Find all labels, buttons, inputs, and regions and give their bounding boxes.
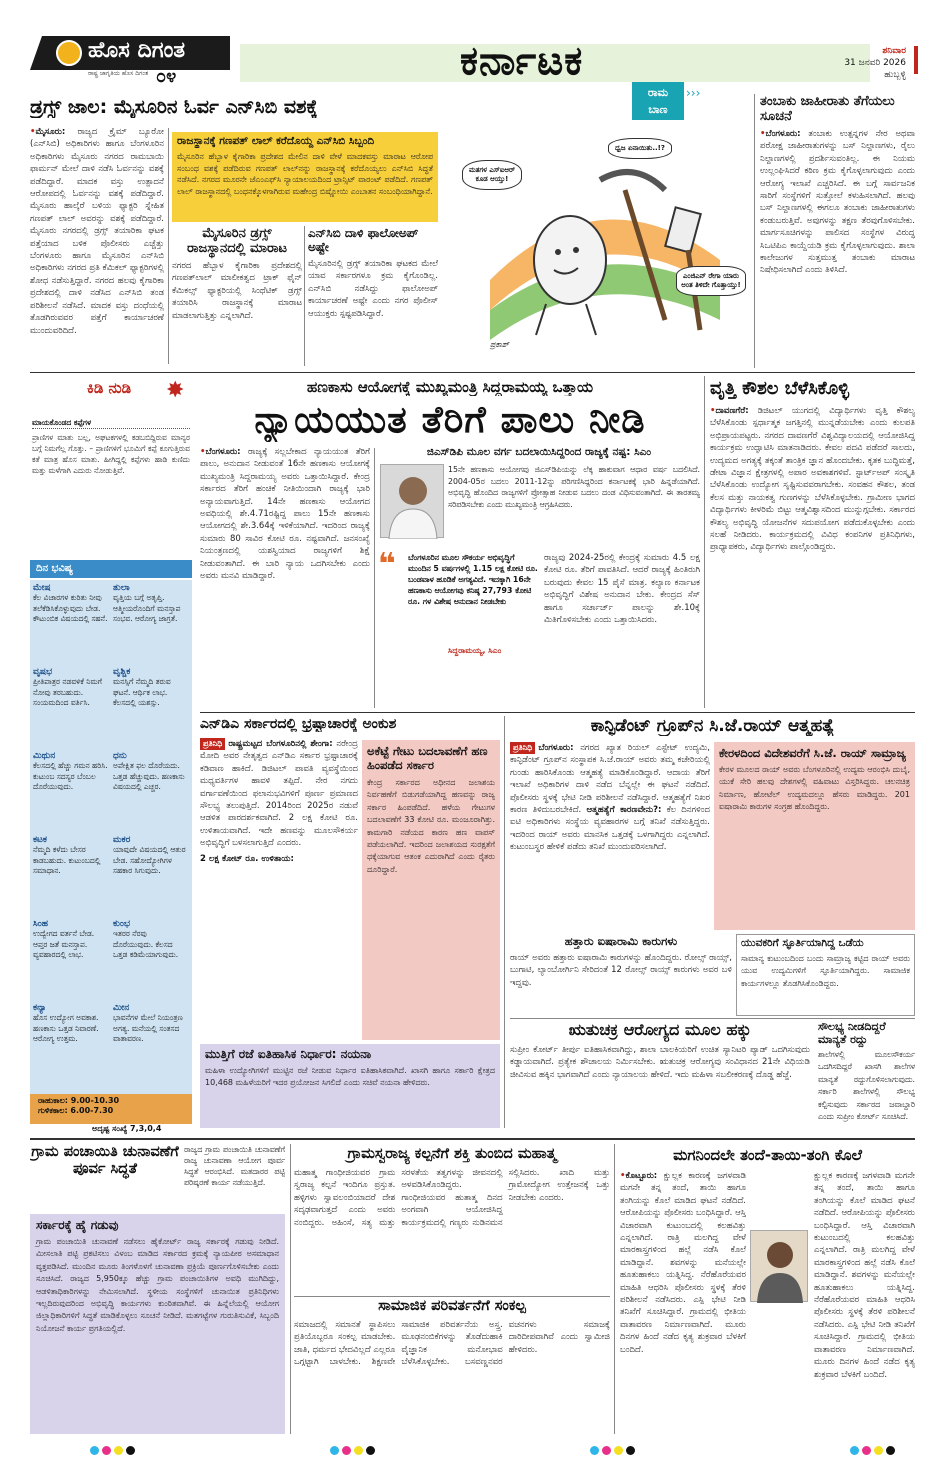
lucky-number: ಅದೃಷ್ಟ ಸಂಖ್ಯೆ 7,3,0,4	[92, 1124, 162, 1133]
horoscope-sign-text: ಯಾವುದೇ ವಿಷಯದಲ್ಲಿ ಆತುರ ಬೇಡ. ಸಹೋದ್ಯೋಗಿಗಳ ಸಹಕಾರ ಸಿಗುವುದು.	[113, 845, 186, 875]
story-drugs-sub1-body: ನಗರದ ಹೆಬ್ಬಾಳ ಕೈಗಾರಿಕಾ ಪ್ರದೇಶದಲ್ಲಿ ಗಣಪತ್‌ಲಾಲ್ ಮಾಲೀಕತ್ವದ ಟ್ರಾಕ್ ಫೈನ್ ಕೆಮಿಕಲ್ಸ್ ಫ್ಯಾಕ್ಟರಿಯಲ್ಲಿ ಸಿಂಥೆಟಿಕ್ ಡ್ರಗ್ಸ್ ತಯಾರಿಸಿ ರಾಜಸ್ಥಾನಕ್ಕೆ ಮಾರಾಟ ಮಾಡಲಾಗುತ್ತಿತ್ತು ಎನ್ನಲಾಗಿದೆ.	[172, 261, 302, 321]
lead-body-text: ರಾಜ್ಯಕ್ಕೆ ಸಲ್ಲಬೇಕಾದ ನ್ಯಾಯಯುತ ತೆರಿಗೆ ಪಾಲು, ಅನುದಾನ ನೀಡುವಂತೆ 16ನೇ ಹಣಕಾಸು ಆಯೋಗಕ್ಕೆ ಮುಖ್ಯಮಂತ್ರಿ ಸಿದ್ದರಾಮಯ್ಯ ಅವರು ಒತ್ತಾಯಿಸಿದ್ದಾರೆ. ಕೇಂದ್ರ ಸರ್ಕಾರದ ತೆರಿಗೆ ಹಂಚಿಕೆ ನೀತಿಯಿಂದಾಗಿ ರಾಜ್ಯಕ್ಕೆ ಭಾರಿ ಅನ್ಯಾಯವಾಗುತ್ತಿದೆ. 14ನೇ ಹಣಕಾಸು ಆಯೋಗದ ಅವಧಿಯಲ್ಲಿ ಶೇ.4.71ರಷ್ಟಿದ್ದ ಪಾಲು 15ನೇ ಹಣಕಾಸು ಆಯೋಗದಲ್ಲಿ ಶೇ.3.64ಕ್ಕೆ ಇಳಿಕೆಯಾಗಿದೆ. ಇದರಿಂದ ರಾಜ್ಯಕ್ಕೆ ಸುಮಾರು 80 ಸಾವಿರ ಕೋಟಿ ರೂ. ನಷ್ಟವಾಗಿದೆ. ಜನಸಂಖ್ಯೆ ನಿಯಂತ್ರಣದಲ್ಲಿ ಯಶಸ್ವಿಯಾದ ರಾಜ್ಯಗಳಿಗೆ ಶಿಕ್ಷೆ ನೀಡುವಂತಾಗಿದೆ. ಈ ಬಾರಿ ನ್ಯಾಯ ಒದಗಿಸಬೇಕು ಎಂದು ಅವರು ಮನವಿ ಮಾಡಿದ್ದಾರೆ.	[200, 447, 370, 582]
story-drugs-dateline: ಮೈಸೂರು:	[35, 127, 66, 137]
cartoon-drawing	[450, 120, 750, 360]
horoscope-sign	[33, 1003, 109, 1087]
horoscope-sign-name: ಧನು	[113, 751, 127, 761]
story-murder-headline: ಮಗನಿಂದಲೇ ತಂದೆ-ತಾಯಿ-ತಂಗಿ ಕೊಲೆ	[673, 1146, 862, 1164]
story-health-headline: ಋತುಚಕ್ರ ಆರೋಗ್ಯದ ಮೂಲ ಹಕ್ಕು	[568, 1020, 752, 1039]
story-cj-text: ನಗರದ ಖ್ಯಾತ ರಿಯಲ್ ಎಸ್ಟೇಟ್ ಉದ್ಯಮಿ, ಕಾನ್ಫಿಡೆಂಟ್ ಗ್ರೂಪ್‌ನ ಸಂಸ್ಥಾಪಕ ಸಿ.ಜೆ.ರಾಯ್ ಅವರು ತಮ್ಮ ಕಚೇರಿಯಲ್ಲಿ ಗುಂಡು ಹಾರಿಸಿಕೊಂಡು ಆತ್ಮಹತ್ಯೆ ಮಾಡಿಕೊಂಡಿದ್ದಾರೆ. ಆದಾಯ ತೆರಿಗೆ ಇಲಾಖೆ ಅಧಿಕಾರಿಗಳ ದಾಳಿ ನಡೆದ ಬೆನ್ನಲ್ಲೇ ಈ ಘಟನೆ ನಡೆದಿದೆ. ಪೊಲೀಸರು ಸ್ಥಳಕ್ಕೆ ಭೇಟಿ ನೀಡಿ ಪರಿಶೀಲನೆ ನಡೆಸಿದ್ದಾರೆ. ಆತ್ಮಹತ್ಯೆಗೆ ನಿಖರ ಕಾರಣ ತಿಳಿದುಬರಬೇಕಿದೆ.	[510, 743, 710, 816]
horoscope-sign	[33, 583, 109, 667]
story-skill-dateline: ದಾವಣಗೆರೆ:	[715, 406, 749, 416]
horoscope-title: ದಿನ ಭವಿಷ್ಯ	[36, 563, 73, 574]
horoscope-sign-name: ಮೇಷ	[33, 583, 51, 593]
story-cj-text-2: ಕೆಲ ದಿನಗಳಿಂದ ಐಟಿ ಅಧಿಕಾರಿಗಳು ಸಂಸ್ಥೆಯ ವ್ಯವಹಾರಗಳ ಬಗ್ಗೆ ತನಿಖೆ ನಡೆಸುತ್ತಿದ್ದರು. ಇದರಿಂದ ರಾಯ್ ಅವರು ಮಾನಸಿಕ ಒತ್ತಡಕ್ಕೆ ಒಳಗಾಗಿದ್ದರು ಎನ್ನಲಾಗಿದೆ. ಕುಟುಂಬಸ್ಥರ ಹೇಳಿಕೆ ಪಡೆದು ತನಿಖೆ ಮುಂದುವರಿಸಲಾಗಿದೆ.	[510, 805, 710, 853]
cartoon-label: ರಾಮ ಬಾಣ	[632, 82, 684, 120]
story-cars-body: ರಾಯ್ ಅವರು ಹತ್ತಾರು ಐಷಾರಾಮಿ ಕಾರುಗಳನ್ನು ಹೊಂದಿದ್ದರು. ರೋಲ್ಸ್ ರಾಯ್ಸ್, ಬುಗಾಟಿ, ಲ್ಯಾಂಬೋರ್ಗಿನಿ ಸೇರಿದಂತೆ 12 ರೋಲ್ಸ್ ರಾಯ್ಸ್ ಕಾರುಗಳು ಅವರ ಬಳಿ ಇದ್ದವು.	[510, 953, 732, 988]
horoscope-sign-name: ವೃಶ್ಚಿಕ	[113, 667, 131, 677]
story-health-body: ಸುಪ್ರೀಂ ಕೋರ್ಟ್ ತೀರ್ಪು ಐತಿಹಾಸಿಕವಾಗಿದ್ದು, ಶಾಲಾ ಬಾಲಕಿಯರಿಗೆ ಉಚಿತ ಸ್ಯಾನಿಟರಿ ಪ್ಯಾಡ್ ಒದಗಿಸುವುದು ಕಡ್ಡಾಯವಾಗಿದೆ. ಪ್ರತ್ಯೇಕ ಶೌಚಾಲಯ ನಿರ್ಮಿಸಬೇಕು. ಋತುಚಕ್ರ ಆರೋಗ್ಯವು ಸಂವಿಧಾನದ 21ನೇ ವಿಧಿಯಡಿ ಜೀವಿಸುವ ಹಕ್ಕಿನ ಭಾಗವಾಗಿದೆ ಎಂದು ನ್ಯಾಯಾಲಯ ಹೇಳಿದೆ. ಇದು ಮಹಿಳಾ ಸಬಲೀಕರಣಕ್ಕೆ ದೊಡ್ಡ ಹೆಜ್ಜೆ.	[510, 1045, 810, 1080]
lead-body: •ಬೆಂಗಳೂರು: ರಾಜ್ಯಕ್ಕೆ ಸಲ್ಲಬೇಕಾದ ನ್ಯಾಯಯುತ ತೆರಿಗೆ ಪಾಲು, ಅನುದಾನ ನೀಡುವಂತೆ 16ನೇ ಹಣಕಾಸು ಆಯೋಗಕ್ಕೆ ಮುಖ್ಯಮಂತ್ರಿ ಸಿದ್ದರಾಮಯ್ಯ ಅವರು ಒತ್ತಾಯಿಸಿದ್ದಾರೆ. ಕೇಂದ್ರ ಸರ್ಕಾರದ ತೆರಿಗೆ ಹಂಚಿಕೆ ನೀತಿಯಿಂದಾಗಿ ರಾಜ್ಯಕ್ಕೆ ಭಾರಿ ಅನ್ಯಾಯವಾಗುತ್ತಿದೆ. 14ನೇ ಹಣಕಾಸು ಆಯೋಗದ ಅವಧಿಯಲ್ಲಿ ಶೇ.4.71ರಷ್ಟಿದ್ದ ಪಾಲು 15ನೇ ಹಣಕಾಸು ಆಯೋಗದಲ್ಲಿ ಶೇ.3.64ಕ್ಕೆ ಇಳಿಕೆಯಾಗಿದೆ. ಇದರಿಂದ ರಾಜ್ಯಕ್ಕೆ ಸುಮಾರು 80 ಸಾವಿರ ಕೋಟಿ ರೂ. ನಷ್ಟವಾಗಿದೆ. ಜನಸಂಖ್ಯೆ ನಿಯಂತ್ರಣದಲ್ಲಿ ಯಶಸ್ವಿಯಾದ ರಾಜ್ಯಗಳಿಗೆ ಶಿಕ್ಷೆ ನೀಡುವಂತಾಗಿದೆ. ಈ ಬಾರಿ ನ್ಯಾಯ ಒದಗಿಸಬೇಕು ಎಂದು ಅವರು ಮನವಿ ಮಾಡಿದ್ದಾರೆ.	[200, 447, 370, 582]
story-cj-body: ಪ್ರತಿನಿಧಿ ಬೆಂಗಳೂರು: ನಗರದ ಖ್ಯಾತ ರಿಯಲ್ ಎಸ್ಟೇಟ್ ಉದ್ಯಮಿ, ಕಾನ್ಫಿಡೆಂಟ್ ಗ್ರೂಪ್‌ನ ಸಂಸ್ಥಾಪಕ ಸಿ.ಜೆ.ರಾಯ್ ಅವರು ತಮ್ಮ ಕಚೇರಿಯಲ್ಲಿ ಗುಂಡು ಹಾರಿಸಿಕೊಂಡು ಆತ್ಮಹತ್ಯೆ ಮಾಡಿಕೊಂಡಿದ್ದಾರೆ. ಆದಾಯ ತೆರಿಗೆ ಇಲಾಖೆ ಅಧಿಕಾರಿಗಳ ದಾಳಿ ನಡೆದ ಬೆನ್ನಲ್ಲೇ ಈ ಘಟನೆ ನಡೆದಿದೆ. ಪೊಲೀಸರು ಸ್ಥಳಕ್ಕೆ ಭೇಟಿ ನೀಡಿ ಪರಿಶೀಲನೆ ನಡೆಸಿದ್ದಾರೆ. ಆತ್ಮಹತ್ಯೆಗೆ ನಿಖರ ಕಾರಣ ತಿಳಿದುಬರಬೇಕಿದೆ. ಆತ್ಮಹತ್ಯೆಗೆ ಕಾರಣವೇನು?: ಕೆಲ ದಿನಗಳಿಂದ ಐಟಿ ಅಧಿಕಾರಿಗಳು ಸಂಸ್ಥೆಯ ವ್ಯವಹಾರಗಳ ಬಗ್ಗೆ ತನಿಖೆ ನಡೆಸುತ್ತಿದ್ದರು. ಇದರಿಂದ ರಾಯ್ ಅವರು ಮಾನಸಿಕ ಒತ್ತಡಕ್ಕೆ ಒಳಗಾಗಿದ್ದರು ಎನ್ನಲಾಗಿದೆ. ಕುಟುಂಬಸ್ಥರ ಹೇಳಿಕೆ ಪಡೆದು ತನಿಖೆ ಮುಂದುವರಿಸಲಾಗಿದೆ.	[510, 743, 710, 853]
spark-icon: ✸	[166, 378, 185, 403]
story-saulabhya-body: ಶಾಲೆಗಳಲ್ಲಿ ಮೂಲಸೌಕರ್ಯ ಒದಗಿಸದಿದ್ದರೆ ಖಾಸಗಿ ಶಾಲೆಗಳ ಮಾನ್ಯತೆ ರದ್ದುಗೊಳಿಸಲಾಗುವುದು. ಸರ್ಕಾರಿ ಶಾಲೆಗಳಲ್ಲಿ ಸೌಲಭ್ಯ ಕಲ್ಪಿಸುವುದು ಸರ್ಕಾರದ ಜವಾಬ್ದಾರಿ ಎಂದು ಸುಪ್ರೀಂ ಕೋರ್ಟ್ ಸೂಚಿಸಿದೆ.	[818, 1050, 915, 1122]
story-drugs-box-headline: ರಾಜಸ್ಥಾನಕ್ಕೆ ಗಣಪತ್ ಲಾಲ್ ಕರೆದೊಯ್ದ ಎನ್‌ಸಿಬಿ ಸಿಬ್ಬಂದಿ	[177, 135, 375, 147]
story-gp-intro: ರಾಜ್ಯದ ಗ್ರಾಮ ಪಂಚಾಯಿತಿ ಚುನಾವಣೆಗೆ ರಾಜ್ಯ ಚುನಾವಣಾ ಆಯೋಗ ಪೂರ್ವ ಸಿದ್ಧತೆ ಆರಂಭಿಸಿದೆ. ಮತದಾರರ ಪಟ್ಟಿ ಪರಿಷ್ಕರಣೆ ಕಾರ್ಯ ನಡೆಯುತ್ತಿದೆ.	[184, 1145, 285, 1187]
story-nda-text: ನರೇಂದ್ರ ಮೋದಿ ಅವರ ನೇತೃತ್ವದ ಎನ್‌ಡಿಎ ಸರ್ಕಾರ ಭ್ರಷ್ಟಾಚಾರಕ್ಕೆ ಕಡಿವಾಣ ಹಾಕಿದೆ. ಡಿಜಿಟಲ್ ಪಾವತಿ ವ್ಯವಸ್ಥೆಯಿಂದ ಮಧ್ಯವರ್ತಿಗಳ ಹಾವಳಿ ತಪ್ಪಿದೆ. ನೇರ ನಗದು ವರ್ಗಾವಣೆಯಿಂದ ಫಲಾನುಭವಿಗಳಿಗೆ ಪೂರ್ಣ ಪ್ರಮಾಣದ ಸೌಲಭ್ಯ ತಲುಪುತ್ತಿದೆ. 2014ರಿಂದ 2025ರ ನಡುವೆ ಆಡಳಿತ ಪಾರದರ್ಶಕವಾಗಿದೆ. 2 ಲಕ್ಷ ಕೋಟಿ ರೂ. ಉಳಿತಾಯವಾಗಿದೆ. ಇದೇ ಹಣವನ್ನು ಮೂಲಸೌಕರ್ಯ ಅಭಿವೃದ್ಧಿಗೆ ಬಳಸಲಾಗುತ್ತಿದೆ ಎಂದರು.	[200, 739, 358, 849]
horoscope-sign-text: ಕೆಲಸದಲ್ಲಿ ಹೆಚ್ಚು ಗಮನ ಹರಿಸಿ. ಕುಟುಂಬ ಸದಸ್ಯರ ಬೆಂಬಲ ದೊರೆಯುವುದು.	[33, 761, 108, 791]
horoscope-sign	[33, 667, 109, 751]
story-skill-body: ಡಿಜಿಟಲ್ ಯುಗದಲ್ಲಿ ವಿದ್ಯಾರ್ಥಿಗಳು ವೃತ್ತಿ ಕೌಶಲ್ಯ ಬೆಳೆಸಿಕೊಂಡು ಸ್ಪರ್ಧಾತ್ಮಕ ಜಗತ್ತಿನಲ್ಲಿ ಮುನ್ನಡೆಯಬೇಕು ಎಂದು ಕುಲಪತಿ ಅಭಿಪ್ರಾಯಪಟ್ಟರು. ನಗರದ ದಾವಣಗೆರೆ ವಿಶ್ವವಿದ್ಯಾಲಯದಲ್ಲಿ ಆಯೋಜಿಸಿದ್ದ ಕಾರ್ಯಕ್ರಮ ಉದ್ಘಾಟಿಸಿ ಮಾತನಾಡಿದರು. ಕೇವಲ ಪದವಿ ಪಡೆದರೆ ಸಾಲದು, ಉದ್ಯಮದ ಅಗತ್ಯಕ್ಕೆ ತಕ್ಕಂತೆ ತಾಂತ್ರಿಕ ಜ್ಞಾನ ಹೊಂದಬೇಕು. ಕೃತಕ ಬುದ್ಧಿಮತ್ತೆ, ಡೇಟಾ ವಿಜ್ಞಾನ ಕ್ಷೇತ್ರಗಳಲ್ಲಿ ಅಪಾರ ಅವಕಾಶಗಳಿವೆ. ಸ್ಟಾರ್ಟ್‌ಅಪ್ ಸಂಸ್ಕೃತಿ ಬೆಳೆಸಿಕೊಂಡು ಉದ್ಯೋಗ ಸೃಷ್ಟಿಸುವವರಾಗಬೇಕು. ಸಂವಹನ ಕೌಶಲ, ತಂಡ ಕೆಲಸ ಮತ್ತು ನಾಯಕತ್ವ ಗುಣಗಳನ್ನು ಬೆಳೆಸಿಕೊಳ್ಳಬೇಕು. ಗ್ರಾಮೀಣ ಭಾಗದ ವಿದ್ಯಾರ್ಥಿಗಳು ಕೀಳರಿಮೆ ಬಿಟ್ಟು ಆತ್ಮವಿಶ್ವಾಸದಿಂದ ಮುನ್ನುಗ್ಗಬೇಕು. ಸರ್ಕಾರದ ಕೌಶಲ್ಯ ಅಭಿವೃದ್ಧಿ ಯೋಜನೆಗಳ ಸದುಪಯೋಗ ಪಡೆದುಕೊಳ್ಳಬೇಕು ಎಂದು ಸಲಹೆ ನೀಡಿದರು. ಕಾರ್ಯಕ್ರಮದಲ್ಲಿ ವಿವಿಧ ಕಂಪನಿಗಳ ಪ್ರತಿನಿಧಿಗಳು, ಪ್ರಾಧ್ಯಾಪಕರು, ವಿದ್ಯಾರ್ಥಿಗಳು ಪಾಲ್ಗೊಂಡಿದ್ದರು.	[710, 406, 915, 553]
horoscope-grid	[30, 580, 192, 1102]
story-social-headline: ಸಾಮಾಜಿಕ ಪರಿವರ್ತನೆಗೆ ಸಂಕಲ್ಪ	[378, 1298, 526, 1314]
horoscope-sign	[33, 751, 109, 835]
story-nda-dateline: ರಾಷ್ಟ್ರಮಟ್ಟದ ಬೆಂಗಳೂರಿನಲ್ಲಿ ಶೇಂಗಾ:	[228, 739, 333, 749]
horoscope-sign-text: ಕೆಲ ವಿಚಾರಗಳ ಕುರಿತು ನೀವು ತಲೆಕೆಡಿಸಿಕೊಳ್ಳುವುದು ಬೇಡ. ಕೌಟುಂಬಿಕ ವಿಷಯದಲ್ಲಿ ಸಹನೆ.	[33, 593, 108, 623]
story-youth-body: ಸಾಮಾನ್ಯ ಕುಟುಂಬದಿಂದ ಬಂದು ಸಾಮ್ರಾಜ್ಯ ಕಟ್ಟಿದ ರಾಯ್ ಅವರು ಯುವ ಉದ್ಯಮಿಗಳಿಗೆ ಸ್ಫೂರ್ತಿಯಾಗಿದ್ದರು. ಸಾಮಾಜಿಕ ಕಾರ್ಯಗಳಲ್ಲೂ ತೊಡಗಿಸಿಕೊಂಡಿದ್ದರು.	[741, 954, 910, 988]
horoscope-sign-name: ಕುಂಭ	[113, 919, 131, 929]
story-gp-box	[30, 1214, 285, 1434]
story-cj-sub: ಆತ್ಮಹತ್ಯೆಗೆ ಕಾರಣವೇನು?:	[586, 805, 662, 816]
lead-box-body: 15ನೇ ಹಣಕಾಸು ಆಯೋಗವು ಜಿಎಸ್‌ಡಿಪಿಯನ್ನು ಲೆಕ್ಕ ಹಾಕುವಾಗ ಆಧಾರ ವರ್ಷ ಬದಲಿಸಿದೆ. 2004-05ರ ಬದಲು 2011-12ನ್ನು ಪರಿಗಣಿಸಿದ್ದರಿಂದ ಕರ್ನಾಟಕಕ್ಕೆ ಭಾರಿ ಹಿನ್ನಡೆಯಾಗಿದೆ. ಅಭಿವೃದ್ಧಿ ಹೊಂದಿದ ರಾಜ್ಯಗಳಿಗೆ ಪ್ರೋತ್ಸಾಹ ನೀಡುವ ಬದಲು ದಂಡ ವಿಧಿಸುವಂತಾಗಿದೆ. ಈ ತಾರತಮ್ಯ ಸರಿಪಡಿಸಬೇಕು ಎಂದು ಮುಖ್ಯಮಂತ್ರಿ ಆಗ್ರಹಿಸಿದರು.	[448, 465, 700, 509]
story-murder-body: ಕ್ಷುಲ್ಲಕ ಕಾರಣಕ್ಕೆ ಜಗಳವಾಡಿ ಮಗನೇ ತನ್ನ ತಂದೆ, ತಾಯಿ ಹಾಗೂ ತಂಗಿಯನ್ನು ಕೊಲೆ ಮಾಡಿದ ಘಟನೆ ನಡೆದಿದೆ. ಆರೋಪಿಯನ್ನು ಪೊಲೀಸರು ಬಂಧಿಸಿದ್ದಾರೆ. ಆಸ್ತಿ ವಿಚಾರವಾಗಿ ಕುಟುಂಬದಲ್ಲಿ ಕಲಹವಿತ್ತು ಎನ್ನಲಾಗಿದೆ. ರಾತ್ರಿ ಮಲಗಿದ್ದ ವೇಳೆ ಮಾರಕಾಸ್ತ್ರಗಳಿಂದ ಹಲ್ಲೆ ನಡೆಸಿ ಕೊಲೆ ಮಾಡಿದ್ದಾನೆ. ಶವಗಳನ್ನು ಮನೆಯಲ್ಲೇ ಹೂತುಹಾಕಲು ಯತ್ನಿಸಿದ್ದ. ನೆರೆಹೊರೆಯವರ ಮಾಹಿತಿ ಆಧರಿಸಿ ಪೊಲೀಸರು ಸ್ಥಳಕ್ಕೆ ತೆರಳಿ ಪರಿಶೀಲನೆ ನಡೆಸಿದರು. ಎಸ್ಪಿ ಭೇಟಿ ನೀಡಿ ತನಿಖೆಗೆ ಸೂಚಿಸಿದ್ದಾರೆ. ಗ್ರಾಮದಲ್ಲಿ ಭೀತಿಯ ವಾತಾವರಣ ನಿರ್ಮಾಣವಾಗಿದೆ. ಮೂರು ದಿನಗಳ ಹಿಂದೆ ನಡೆದ ಕೃತ್ಯ ಶುಕ್ರವಾರ ಬೆಳಕಿಗೆ ಬಂದಿದೆ.	[620, 1171, 746, 1355]
horoscope-sign-name: ಕಟಕ	[33, 835, 47, 845]
horoscope-sign-name: ವೃಷಭ	[33, 667, 53, 677]
lead-quote-box	[378, 550, 538, 660]
horoscope-sign-text: ಇತರರ ನೆರವು ದೊರೆಯುವುದು. ಕೆಲಸದ ಒತ್ತಡ ಕಡಿಮೆಯಾಗುವುದು.	[113, 929, 179, 959]
story-murder-body-right: ಕ್ಷುಲ್ಲಕ ಕಾರಣಕ್ಕೆ ಜಗಳವಾಡಿ ಮಗನೇ ತನ್ನ ತಂದೆ, ತಾಯಿ ಹಾಗೂ ತಂಗಿಯನ್ನು ಕೊಲೆ ಮಾಡಿದ ಘಟನೆ ನಡೆದಿದೆ. ಆರೋಪಿಯನ್ನು ಪೊಲೀಸರು ಬಂಧಿಸಿದ್ದಾರೆ. ಆಸ್ತಿ ವಿಚಾರವಾಗಿ ಕುಟುಂಬದಲ್ಲಿ ಕಲಹವಿತ್ತು ಎನ್ನಲಾಗಿದೆ. ರಾತ್ರಿ ಮಲಗಿದ್ದ ವೇಳೆ ಮಾರಕಾಸ್ತ್ರಗಳಿಂದ ಹಲ್ಲೆ ನಡೆಸಿ ಕೊಲೆ ಮಾಡಿದ್ದಾನೆ. ಶವಗಳನ್ನು ಮನೆಯಲ್ಲೇ ಹೂತುಹಾಕಲು ಯತ್ನಿಸಿದ್ದ. ನೆರೆಹೊರೆಯವರ ಮಾಹಿತಿ ಆಧರಿಸಿ ಪೊಲೀಸರು ಸ್ಥಳಕ್ಕೆ ತೆರಳಿ ಪರಿಶೀಲನೆ ನಡೆಸಿದರು. ಎಸ್ಪಿ ಭೇಟಿ ನೀಡಿ ತನಿಖೆಗೆ ಸೂಚಿಸಿದ್ದಾರೆ. ಗ್ರಾಮದಲ್ಲಿ ಭೀತಿಯ ವಾತಾವರಣ ನಿರ್ಮಾಣವಾಗಿದೆ. ಮೂರು ದಿನಗಳ ಹಿಂದೆ ನಡೆದ ಕೃತ್ಯ ಶುಕ್ರವಾರ ಬೆಳಕಿಗೆ ಬಂದಿದೆ.	[814, 1171, 915, 1380]
person-icon	[751, 1231, 809, 1303]
cartoon-signature: ಪ್ರಕಾಶ್	[490, 340, 509, 349]
story-drugs-sub2-body: ಮೈಸೂರಿನಲ್ಲಿ ಡ್ರಗ್ಸ್ ತಯಾರಿಕಾ ಘಟಕದ ಮೇಲೆ ಯಾವ ಸರ್ಕಾರಗಳೂ ಕ್ರಮ ಕೈಗೊಂಡಿಲ್ಲ. ಎನ್‌ಸಿಬಿ ನಡೆಸಿದ್ದು ಫಾಲೋಅಪ್ ಕಾರ್ಯಾಚರಣೆ ಅಷ್ಟೇ ಎಂದು ನಗರ ಪೊಲೀಸ್ ಆಯುಕ್ತರು ಸ್ಪಷ್ಟಪಡಿಸಿದ್ದಾರೆ.	[308, 259, 438, 319]
story-saulabhya	[818, 1020, 915, 1128]
story-social-body: ಸಮಾಜದಲ್ಲಿ ಸಮಾನತೆ ಸ್ಥಾಪಿಸಲು ಪ್ರತಿಯೊಬ್ಬರೂ ಸಂಕಲ್ಪ ಮಾಡಬೇಕು. ಜಾತಿ, ಧರ್ಮದ ಭೇದವಿಲ್ಲದೆ ಎಲ್ಲರೂ ಒಗ್ಗಟ್ಟಾಗಿ ಬಾಳಬೇಕು. ಶಿಕ್ಷಣವೇ ಸಾಮಾಜಿಕ ಪರಿವರ್ತನೆಯ ಅಸ್ತ್ರ. ಮೂಢನಂಬಿಕೆಗಳನ್ನು ತೊಡೆದುಹಾಕಿ ವೈಜ್ಞಾನಿಕ ಮನೋಭಾವ ಬೆಳೆಸಿಕೊಳ್ಳಬೇಕು. ಬಸವಣ್ಣನವರ ವಚನಗಳು ಸಮಾಜಕ್ಕೆ ದಾರಿದೀಪವಾಗಿವೆ ಎಂದು ಸ್ವಾಮೀಜಿ ಹೇಳಿದರು.	[294, 1320, 610, 1368]
color-registration-marks	[330, 1440, 378, 1459]
story-drugs-body: •ಮೈಸೂರು: ರಾಜ್ಯದ ಕ್ರೈಮ್ ಬ್ಯೂರೋ (ಎನ್‌ಸಿಬಿ) ಅಧಿಕಾರಿಗಳು ಹಾಗೂ ಬೆಂಗಳೂರಿನ ಅಧಿಕಾರಿಗಳು ಮೈಸೂರು ನಗರದ ರಾಮಬಾಯಿ ಫಾರ್ಮನ್‌ ಮೇಲೆ ದಾಳಿ ನಡೆಸಿ ಓರ್ವನನ್ನು ವಶಕ್ಕೆ ಪಡೆದಿದ್ದಾರೆ. ಮಾದಕ ವಸ್ತು ಉತ್ಪಾದನೆ ಆರೋಪದಲ್ಲಿ ಓರ್ವನನ್ನು ವಶಕ್ಕೆ ಪಡೆದಿದ್ದಾರೆ. ಮೈಸೂರು ಹಾಲ್ಕೆರೆ ಬಳಿಯ ಫ್ಯಾಕ್ಟರಿ ಸ್ನೇಹಿತ ಗಣಪತ್ ಲಾಲ್‌ ಅವರನ್ನು ವಶಕ್ಕೆ ಪಡೆದಿದ್ದಾರೆ. ಮೈಸೂರು ನಗರದಲ್ಲಿ ಡ್ರಗ್ಸ್ ತಯಾರಿಕಾ ಘಟಕ ಪತ್ತೆಯಾದ ಬಳಿಕ ಪೊಲೀಸರು ಎಚ್ಚೆತ್ತು ಬೆಂಗಳೂರು ಹಾಗೂ ಮೈಸೂರಿನ ಎನ್‌ಸಿಬಿ ಅಧಿಕಾರಿಗಳು ನಗರದ ಪ್ರತಿ ಕೆಮಿಕಲ್ ಫ್ಯಾಕ್ಟರಿಗಳಲ್ಲಿ ಶೋಧ ನಡೆಸುತ್ತಿದ್ದಾರೆ. ನಗರದ ಹಲವು ಕೈಗಾರಿಕಾ ಪ್ರದೇಶದಲ್ಲಿ ದಾಳಿ ನಡೆಸಿದ ಎನ್‌ಸಿಬಿ ತಂಡ ಪರಿಶೀಲನೆ ನಡೆಸಿದೆ. ಮಾದಕ ವಸ್ತು ದಂಧೆಯಲ್ಲಿ ತೊಡಗಿರುವವರ ಪತ್ತೆಗೆ ಕಾರ್ಯಾಚರಣೆ ಮುಂದುವರಿದಿದೆ.	[30, 127, 164, 336]
story-murder: ಮಗನಿಂದಲೇ ತಂದೆ-ತಾಯಿ-ತಂಗಿ ಕೊಲೆ •ಕೊಟ್ಟೂರು: ಕ್ಷುಲ್ಲಕ ಕಾರಣಕ್ಕೆ ಜಗಳವಾಡಿ ಮಗನೇ ತನ್ನ ತಂದೆ, ತಾಯಿ ಹಾಗೂ ತಂಗಿಯನ್ನು ಕೊಲೆ ಮಾಡಿದ ಘಟನೆ ನಡೆದಿದೆ. ಆರೋಪಿಯನ್ನು ಪೊಲೀಸರು ಬಂಧಿಸಿದ್ದಾರೆ. ಆಸ್ತಿ ವಿಚಾರವಾಗಿ ಕುಟುಂಬದಲ್ಲಿ ಕಲಹವಿತ್ತು ಎನ್ನಲಾಗಿದೆ. ರಾತ್ರಿ ಮಲಗಿದ್ದ ವೇಳೆ ಮಾರಕಾಸ್ತ್ರಗಳಿಂದ ಹಲ್ಲೆ ನಡೆಸಿ ಕೊಲೆ ಮಾಡಿದ್ದಾನೆ. ಶವಗಳನ್ನು ಮನೆಯಲ್ಲೇ ಹೂತುಹಾಕಲು ಯತ್ನಿಸಿದ್ದ. ನೆರೆಹೊರೆಯವರ ಮಾಹಿತಿ ಆಧರಿಸಿ ಪೊಲೀಸರು ಸ್ಥಳಕ್ಕೆ ತೆರಳಿ ಪರಿಶೀಲನೆ ನಡೆಸಿದರು. ಎಸ್ಪಿ ಭೇಟಿ ನೀಡಿ ತನಿಖೆಗೆ ಸೂಚಿಸಿದ್ದಾರೆ. ಗ್ರಾಮದಲ್ಲಿ ಭೀತಿಯ ವಾತಾವರಣ ನಿರ್ಮಾಣವಾಗಿದೆ. ಮೂರು ದಿನಗಳ ಹಿಂದೆ ನಡೆದ ಕೃತ್ಯ ಶುಕ್ರವಾರ ಬೆಳಕಿಗೆ ಬಂದಿದೆ. ಕ್ಷುಲ್ಲಕ ಕಾರಣಕ್ಕೆ ಜಗಳವಾಡಿ ಮಗನೇ ತನ್ನ ತಂದೆ, ತಾಯಿ ಹಾಗೂ ತಂಗಿಯನ್ನು ಕೊಲೆ ಮಾಡಿದ ಘಟನೆ ನಡೆದಿದೆ. ಆರೋಪಿಯನ್ನು ಪೊಲೀಸರು ಬಂಧಿಸಿದ್ದಾರೆ. ಆಸ್ತಿ ವಿಚಾರವಾಗಿ ಕುಟುಂಬದಲ್ಲಿ ಕಲಹವಿತ್ತು ಎನ್ನಲಾಗಿದೆ. ರಾತ್ರಿ ಮಲಗಿದ್ದ ವೇಳೆ ಮಾರಕಾಸ್ತ್ರಗಳಿಂದ ಹಲ್ಲೆ ನಡೆಸಿ ಕೊಲೆ ಮಾಡಿದ್ದಾನೆ. ಶವಗಳನ್ನು ಮನೆಯಲ್ಲೇ ಹೂತುಹಾಕಲು ಯತ್ನಿಸಿದ್ದ. ನೆರೆಹೊರೆಯವರ ಮಾಹಿತಿ ಆಧರಿಸಿ ಪೊಲೀಸರು ಸ್ಥಳಕ್ಕೆ ತೆರಳಿ ಪರಿಶೀಲನೆ ನಡೆಸಿದರು. ಎಸ್ಪಿ ಭೇಟಿ ನೀಡಿ ತನಿಖೆಗೆ ಸೂಚಿಸಿದ್ದಾರೆ. ಗ್ರಾಮದಲ್ಲಿ ಭೀತಿಯ ವಾತಾವರಣ ನಿರ್ಮಾಣವಾಗಿದೆ. ಮೂರು ದಿನಗಳ ಹಿಂದೆ ನಡೆದ ಕೃತ್ಯ ಶುಕ್ರವಾರ ಬೆಳಕಿಗೆ ಬಂದಿದೆ.	[620, 1146, 915, 1434]
story-drugs-sub2-headline: ಎನ್‌ಸಿಬಿ ದಾಳಿ ಫಾಲೋಅಪ್ ಅಷ್ಟೇ	[308, 226, 419, 254]
horoscope-sign-text: ವೃತ್ತಿಯ ಬಗ್ಗೆ ಅತೃಪ್ತಿ. ಆತ್ಮೀಯರೊಂದಿಗೆ ಮನಸ್ತಾಪ ಸಂಭವ. ಆರೋಗ್ಯ ಜಾಗ್ರತೆ.	[113, 593, 181, 623]
lead-headline: ನ್ಯಾಯಯುತ ತೆರಿಗೆ ಪಾಲು ನೀಡಿ	[254, 398, 646, 441]
masthead-accent-bar	[914, 46, 918, 74]
cartoon-bubble-1: ಮತಗಳ ಎಸ್ಐಆರ್ ಕೂಡ ಆಯ್ತು!	[462, 160, 522, 190]
lead-box-headline: ಜಿಎಸ್‌ಡಿಪಿ ಮೂಲ ವರ್ಗ ಬದಲಾಯಿಸಿದ್ದರಿಂದ ರಾಜ್ಯಕ್ಕೆ ನಷ್ಟ: ಸಿಎಂ	[426, 446, 652, 458]
story-murder-dateline: ಕೊಟ್ಟೂರು:	[625, 1171, 658, 1181]
story-tobacco-dateline: ಬೆಂಗಳೂರು:	[765, 129, 801, 139]
horoscope-timings	[30, 1094, 192, 1124]
kidi-nudi-author: ಮಾಯಕೊಂಡದ ಕಪ್ಪೆಗಳ	[32, 418, 190, 429]
lead-quote: ಬೆಂಗಳೂರಿನ ಮೂಲ ಸೌಕರ್ಯ ಅಭಿವೃದ್ಧಿಗೆ ಮುಂದಿನ 5 ವರ್ಷಗಳಲ್ಲಿ 1.15 ಲಕ್ಷ ಕೋಟಿ ರೂ. ಬಂಡವಾಳ ಹೂಡಿಕೆ ಅಗತ್ಯವಿದೆ. ಇದಕ್ಕಾಗಿ 16ನೇ ಹಣಕಾಸು ಆಯೋಗವು ಕನಿಷ್ಠ 27,793 ಕೋಟಿ ರೂ. ಗಳ ವಿಶೇಷ ಅನುದಾನ ನೀಡಬೇಕು	[408, 553, 538, 606]
story-tobacco-body: ತಂಬಾಕು ಉತ್ಪನ್ನಗಳ ನೇರ ಅಥವಾ ಪರೋಕ್ಷ ಜಾಹೀರಾತುಗಳನ್ನು ಬಸ್ ನಿಲ್ದಾಣಗಳು, ರೈಲು ನಿಲ್ದಾಣಗಳಲ್ಲಿ ಪ್ರದರ್ಶಿಸುವಂತಿಲ್ಲ. ಈ ನಿಯಮ ಉಲ್ಲಂಘಿಸಿದರೆ ಕಠಿಣ ಕ್ರಮ ಕೈಗೊಳ್ಳಲಾಗುವುದು ಎಂದು ಆರೋಗ್ಯ ಇಲಾಖೆ ಎಚ್ಚರಿಸಿದೆ. ಈ ಬಗ್ಗೆ ಸಾರ್ವಜನಿಕ ಸಾರಿಗೆ ಸಂಸ್ಥೆಗಳಿಗೆ ಸುತ್ತೋಲೆ ಕಳುಹಿಸಲಾಗಿದೆ. ಹಲವು ಬಸ್ ನಿಲ್ದಾಣಗಳಲ್ಲಿ ಈಗಲೂ ತಂಬಾಕು ಜಾಹೀರಾತುಗಳು ಕಂಡುಬರುತ್ತಿವೆ. ಅವುಗಳನ್ನು ತಕ್ಷಣ ತೆರವುಗೊಳಿಸಬೇಕು. ಮಾರ್ಗಸೂಚಿಗಳನ್ನು ಪಾಲಿಸದ ಸಂಸ್ಥೆಗಳ ವಿರುದ್ಧ ಸಿಒಟಿಪಿಎ ಕಾಯ್ದೆಯಡಿ ಕ್ರಮ ಕೈಗೊಳ್ಳಲಾಗುವುದು. ಶಾಲಾ ಕಾಲೇಜುಗಳ ಸುತ್ತಮುತ್ತ ತಂಬಾಕು ಮಾರಾಟ ನಿಷೇಧಿಸಲಾಗಿದೆ ಎಂದು ತಿಳಿಸಿದೆ.	[760, 129, 915, 276]
story-cars	[510, 934, 732, 1016]
horoscope-sign-text: ಮನಸ್ಸಿಗೆ ನೆಮ್ಮದಿ ತರುವ ಘಟನೆ. ಆರ್ಥಿಕ ಲಾಭ. ಕೆಲಸದಲ್ಲಿ ಯಶಸ್ಸು.	[113, 677, 171, 707]
story-muttige-body: ಮಹಿಳಾ ಉದ್ಯೋಗಿಗಳಿಗೆ ಮುಟ್ಟಿನ ರಜೆ ನೀಡುವ ನಿರ್ಧಾರ ಐತಿಹಾಸಿಕವಾಗಿದೆ. ಖಾಸಗಿ ಹಾಗೂ ಸರ್ಕಾರಿ ಕ್ಷೇತ್ರದ 10,468 ಮಹಿಳೆಯರಿಗೆ ಇದರ ಪ್ರಯೋಜನ ಸಿಗಲಿದೆ ಎಂದು ಸಚಿವೆ ನಯನಾ ಹೇಳಿದರು.	[205, 1066, 495, 1088]
story-nda-box	[362, 740, 500, 1040]
story-nda-body: ಪ್ರತಿನಿಧಿ ರಾಷ್ಟ್ರಮಟ್ಟದ ಬೆಂಗಳೂರಿನಲ್ಲಿ ಶೇಂಗಾ: ನರೇಂದ್ರ ಮೋದಿ ಅವರ ನೇತೃತ್ವದ ಎನ್‌ಡಿಎ ಸರ್ಕಾರ ಭ್ರಷ್ಟಾಚಾರಕ್ಕೆ ಕಡಿವಾಣ ಹಾಕಿದೆ. ಡಿಜಿಟಲ್ ಪಾವತಿ ವ್ಯವಸ್ಥೆಯಿಂದ ಮಧ್ಯವರ್ತಿಗಳ ಹಾವಳಿ ತಪ್ಪಿದೆ. ನೇರ ನಗದು ವರ್ಗಾವಣೆಯಿಂದ ಫಲಾನುಭವಿಗಳಿಗೆ ಪೂರ್ಣ ಪ್ರಮಾಣದ ಸೌಲಭ್ಯ ತಲುಪುತ್ತಿದೆ. 2014ರಿಂದ 2025ರ ನಡುವೆ ಆಡಳಿತ ಪಾರದರ್ಶಕವಾಗಿದೆ. 2 ಲಕ್ಷ ಕೋಟಿ ರೂ. ಉಳಿತಾಯವಾಗಿದೆ. ಇದೇ ಹಣವನ್ನು ಮೂಲಸೌಕರ್ಯ ಅಭಿವೃದ್ಧಿಗೆ ಬಳಸಲಾಗುತ್ತಿದೆ ಎಂದರು. 2 ಲಕ್ಷ ಕೋಟ್ ರೂ. ಉಳಿತಾಯ:	[200, 739, 358, 864]
cartoon-bubble-3: ಎಂಜಿಎನ್ ರೇಗಾ ಯಾರು ಅಂತ ತಿಳಿದೇ ಗೊತ್ತಾಯ್ತು!	[676, 266, 746, 296]
logo-text: ಹೊಸ ದಿಗಂತ	[88, 38, 186, 63]
story-drugs-headline: ಡ್ರಗ್ಸ್ ಜಾಲ: ಮೈಸೂರಿನ ಓರ್ವ ಎನ್‌ಸಿಬಿ ವಶಕ್ಕೆ	[30, 96, 318, 118]
horoscope-sign	[33, 835, 109, 919]
lead-kicker: ಹಣಕಾಸು ಆಯೋಗಕ್ಕೆ ಮುಖ್ಯಮಂತ್ರಿ ಸಿದ್ದರಾಮಯ್ಯ ಒತ್ತಾಯ	[306, 378, 594, 396]
masthead-city: ಹುಬ್ಬಳ್ಳಿ	[884, 70, 906, 80]
story-drugs-sub2	[308, 226, 438, 366]
story-cj-dateline: ಬೆಂಗಳೂರು:	[538, 743, 574, 753]
cm-photo	[380, 464, 444, 538]
lead-box	[378, 446, 700, 542]
horoscope-sign-text: ಅಪೇಕ್ಷಿತ ಫಲ ದೊರೆಯದು. ಒತ್ತಡ ಹೆಚ್ಚುವುದು. ಹಣಕಾಸು ವಿಷಯದಲ್ಲಿ ಎಚ್ಚರ.	[113, 761, 185, 791]
horoscope-sign-name: ಮಿಥುನ	[33, 751, 56, 761]
horoscope-sign-name: ಮೀನ	[113, 1003, 130, 1013]
story-nda-headline: ಎನ್‌ಡಿಎ ಸರ್ಕಾರದಲ್ಲಿ ಭ್ರಷ್ಟಾಚಾರಕ್ಕೆ ಅಂಕುಶ	[200, 716, 397, 732]
horoscope-sign-text: ಉದ್ವೇಗದ ವರ್ತನೆ ಬೇಡ. ಆಪ್ತರ ಜತೆ ಮನಸ್ತಾಪ. ವ್ಯವಹಾರದಲ್ಲಿ ಲಾಭ.	[33, 929, 95, 959]
horoscope-sign	[113, 835, 189, 919]
horoscope-sign	[113, 751, 189, 835]
horoscope-sign-name: ತುಲಾ	[113, 583, 130, 593]
story-gp-box-body: ಗ್ರಾಮ ಪಂಚಾಯಿತಿ ಚುನಾವಣೆ ನಡೆಸಲು ಹೈಕೋರ್ಟ್ ರಾಜ್ಯ ಸರ್ಕಾರಕ್ಕೆ ಗಡುವು ನೀಡಿದೆ. ಮೀಸಲಾತಿ ಪಟ್ಟಿ ಪ್ರಕಟಿಸಲು ವಿಳಂಬ ಮಾಡಿದ ಸರ್ಕಾರದ ಕ್ರಮಕ್ಕೆ ನ್ಯಾಯಪೀಠ ಅಸಮಾಧಾನ ವ್ಯಕ್ತಪಡಿಸಿದೆ. ಮುಂದಿನ ಮೂರು ತಿಂಗಳೊಳಗೆ ಚುನಾವಣಾ ಪ್ರಕ್ರಿಯೆ ಪೂರ್ಣಗೊಳಿಸಬೇಕು ಎಂದು ಸೂಚಿಸಿದೆ. ರಾಜ್ಯದ 5,950ಕ್ಕೂ ಹೆಚ್ಚು ಗ್ರಾಮ ಪಂಚಾಯಿತಿಗಳ ಅವಧಿ ಮುಗಿದಿದ್ದು, ಆಡಳಿತಾಧಿಕಾರಿಗಳನ್ನು ನೇಮಿಸಲಾಗಿದೆ. ಸ್ಥಳೀಯ ಸಂಸ್ಥೆಗಳಿಗೆ ಚುನಾಯಿತ ಪ್ರತಿನಿಧಿಗಳು ಇಲ್ಲದಿರುವುದರಿಂದ ಅಭಿವೃದ್ಧಿ ಕಾರ್ಯಗಳು ಕುಂಠಿತವಾಗಿವೆ. ಈ ಹಿನ್ನೆಲೆಯಲ್ಲಿ ಆಯೋಗ ಜಿಲ್ಲಾಧಿಕಾರಿಗಳಿಗೆ ಸಿದ್ಧತೆ ಮಾಡಿಕೊಳ್ಳಲು ಸೂಚನೆ ನೀಡಿದೆ. ಮತಗಟ್ಟೆಗಳ ಗುರುತಿಸುವಿಕೆ, ಸಿಬ್ಬಂದಿ ನಿಯೋಜನೆ ಕಾರ್ಯ ಪ್ರಗತಿಯಲ್ಲಿದೆ.	[36, 1237, 279, 1333]
story-nda-sub: 2 ಲಕ್ಷ ಕೋಟ್ ರೂ. ಉಳಿತಾಯ:	[200, 853, 294, 864]
story-youth-headline: ಯುವಕರಿಗೆ ಸ್ಫೂರ್ತಿಯಾಗಿದ್ದ ಒಡೆಯ	[741, 937, 864, 949]
horoscope-sign-name: ಮಕರ	[113, 835, 131, 845]
masthead-day: ಶನಿವಾರ	[882, 46, 906, 56]
story-skill-headline: ವೃತ್ತಿ ಕೌಶಲ ಬೆಳೆಸಿಕೊಳ್ಳಿ	[710, 378, 850, 399]
story-nda-box-body: ಕೇಂದ್ರ ಸರ್ಕಾರದ ಅಧೀನದ ಜಲಾಶಯ ನಿರ್ವಹಣೆಗೆ ಬಿಡುಗಡೆಯಾಗಿದ್ದ ಹಣವನ್ನು ರಾಜ್ಯ ಸರ್ಕಾರ ಹಿಂಪಡೆದಿದೆ. ಹಳೆಯ ಗೇಟುಗಳ ಬದಲಾವಣೆಗೆ 33 ಕೋಟಿ ರೂ. ಮಂಜೂರಾಗಿತ್ತು. ಕಾಮಗಾರಿ ನಡೆಯದ ಕಾರಣ ಹಣ ವಾಪಸ್ ಪಡೆಯಲಾಗಿದೆ. ಇದರಿಂದ ಜಲಾಶಯದ ಸುರಕ್ಷತೆಗೆ ಧಕ್ಕೆಯಾಗುವ ಆತಂಕ ಎದುರಾಗಿದೆ ಎಂದು ರೈತರು ದೂರಿದ್ದಾರೆ.	[367, 778, 495, 874]
horoscope-sign	[113, 583, 189, 667]
story-social	[294, 1298, 610, 1434]
story-gp-headline: ಗ್ರಾಮ ಪಂಚಾಯಿತಿ ಚುನಾವಣೆಗೆ ಪೂರ್ವ ಸಿದ್ಧತೆ	[31, 1144, 179, 1177]
rahukala: ರಾಹುಕಾಲ: 9.00-10.30	[38, 1096, 120, 1105]
story-health	[510, 1020, 810, 1128]
logo-emblem-icon	[56, 40, 82, 66]
color-registration-marks	[850, 1440, 898, 1459]
story-cj-box	[714, 742, 915, 930]
story-drugs-text: ರಾಜ್ಯದ ಕ್ರೈಮ್ ಬ್ಯೂರೋ (ಎನ್‌ಸಿಬಿ) ಅಧಿಕಾರಿಗಳು ಹಾಗೂ ಬೆಂಗಳೂರಿನ ಅಧಿಕಾರಿಗಳು ಮೈಸೂರು ನಗರದ ರಾಮಬಾಯಿ ಫಾರ್ಮನ್‌ ಮೇಲೆ ದಾಳಿ ನಡೆಸಿ ಓರ್ವನನ್ನು ವಶಕ್ಕೆ ಪಡೆದಿದ್ದಾರೆ. ಮಾದಕ ವಸ್ತು ಉತ್ಪಾದನೆ ಆರೋಪದಲ್ಲಿ ಓರ್ವನನ್ನು ವಶಕ್ಕೆ ಪಡೆದಿದ್ದಾರೆ. ಮೈಸೂರು ಹಾಲ್ಕೆರೆ ಬಳಿಯ ಫ್ಯಾಕ್ಟರಿ ಸ್ನೇಹಿತ ಗಣಪತ್ ಲಾಲ್‌ ಅವರನ್ನು ವಶಕ್ಕೆ ಪಡೆದಿದ್ದಾರೆ. ಮೈಸೂರು ನಗರದಲ್ಲಿ ಡ್ರಗ್ಸ್ ತಯಾರಿಕಾ ಘಟಕ ಪತ್ತೆಯಾದ ಬಳಿಕ ಪೊಲೀಸರು ಎಚ್ಚೆತ್ತು ಬೆಂಗಳೂರು ಹಾಗೂ ಮೈಸೂರಿನ ಎನ್‌ಸಿಬಿ ಅಧಿಕಾರಿಗಳು ನಗರದ ಪ್ರತಿ ಕೆಮಿಕಲ್ ಫ್ಯಾಕ್ಟರಿಗಳಲ್ಲಿ ಶೋಧ ನಡೆಸುತ್ತಿದ್ದಾರೆ. ನಗರದ ಹಲವು ಕೈಗಾರಿಕಾ ಪ್ರದೇಶದಲ್ಲಿ ದಾಳಿ ನಡೆಸಿದ ಎನ್‌ಸಿಬಿ ತಂಡ ಪರಿಶೀಲನೆ ನಡೆಸಿದೆ. ಮಾದಕ ವಸ್ತು ದಂಧೆಯಲ್ಲಿ ತೊಡಗಿರುವವರ ಪತ್ತೆಗೆ ಕಾರ್ಯಾಚರಣೆ ಮುಂದುವರಿದಿದೆ.	[30, 127, 164, 336]
cartoon-panel	[450, 86, 750, 370]
story-drugs-sub1	[172, 226, 302, 366]
horoscope-sign	[113, 667, 189, 751]
story-tobacco: ತಂಬಾಕು ಜಾಹೀರಾತು ತೆಗೆಯಲು ಸೂಚನೆ •ಬೆಂಗಳೂರು: ತಂಬಾಕು ಉತ್ಪನ್ನಗಳ ನೇರ ಅಥವಾ ಪರೋಕ್ಷ ಜಾಹೀರಾತುಗಳನ್ನು ಬಸ್ ನಿಲ್ದಾಣಗಳು, ರೈಲು ನಿಲ್ದಾಣಗಳಲ್ಲಿ ಪ್ರದರ್ಶಿಸುವಂತಿಲ್ಲ. ಈ ನಿಯಮ ಉಲ್ಲಂಘಿಸಿದರೆ ಕಠಿಣ ಕ್ರಮ ಕೈಗೊಳ್ಳಲಾಗುವುದು ಎಂದು ಆರೋಗ್ಯ ಇಲಾಖೆ ಎಚ್ಚರಿಸಿದೆ. ಈ ಬಗ್ಗೆ ಸಾರ್ವಜನಿಕ ಸಾರಿಗೆ ಸಂಸ್ಥೆಗಳಿಗೆ ಸುತ್ತೋಲೆ ಕಳುಹಿಸಲಾಗಿದೆ. ಹಲವು ಬಸ್ ನಿಲ್ದಾಣಗಳಲ್ಲಿ ಈಗಲೂ ತಂಬಾಕು ಜಾಹೀರಾತುಗಳು ಕಂಡುಬರುತ್ತಿವೆ. ಅವುಗಳನ್ನು ತಕ್ಷಣ ತೆರವುಗೊಳಿಸಬೇಕು. ಮಾರ್ಗಸೂಚಿಗಳನ್ನು ಪಾಲಿಸದ ಸಂಸ್ಥೆಗಳ ವಿರುದ್ಧ ಸಿಒಟಿಪಿಎ ಕಾಯ್ದೆಯಡಿ ಕ್ರಮ ಕೈಗೊಳ್ಳಲಾಗುವುದು. ಶಾಲಾ ಕಾಲೇಜುಗಳ ಸುತ್ತಮುತ್ತ ತಂಬಾಕು ಮಾರಾಟ ನಿಷೇಧಿಸಲಾಗಿದೆ ಎಂದು ತಿಳಿಸಿದೆ.	[760, 94, 915, 276]
logo-block	[30, 36, 230, 86]
horoscope-sign-text: ಪ್ರೀತಿಪಾತ್ರರ ನಡವಳಿಕೆ ನಿಮಗೆ ನೋವು ತರಬಹುದು. ಸಂಯಮದಿಂದ ವರ್ತಿಸಿ.	[33, 677, 102, 707]
story-gp	[30, 1144, 285, 1434]
story-drugs-box	[172, 132, 438, 222]
horoscope-sign	[33, 919, 109, 1003]
story-gramaswaraj	[294, 1146, 610, 1292]
story-skill: ವೃತ್ತಿ ಕೌಶಲ ಬೆಳೆಸಿಕೊಳ್ಳಿ •ದಾವಣಗೆರೆ: ಡಿಜಿಟಲ್ ಯುಗದಲ್ಲಿ ವಿದ್ಯಾರ್ಥಿಗಳು ವೃತ್ತಿ ಕೌಶಲ್ಯ ಬೆಳೆಸಿಕೊಂಡು ಸ್ಪರ್ಧಾತ್ಮಕ ಜಗತ್ತಿನಲ್ಲಿ ಮುನ್ನಡೆಯಬೇಕು ಎಂದು ಕುಲಪತಿ ಅಭಿಪ್ರಾಯಪಟ್ಟರು. ನಗರದ ದಾವಣಗೆರೆ ವಿಶ್ವವಿದ್ಯಾಲಯದಲ್ಲಿ ಆಯೋಜಿಸಿದ್ದ ಕಾರ್ಯಕ್ರಮ ಉದ್ಘಾಟಿಸಿ ಮಾತನಾಡಿದರು. ಕೇವಲ ಪದವಿ ಪಡೆದರೆ ಸಾಲದು, ಉದ್ಯಮದ ಅಗತ್ಯಕ್ಕೆ ತಕ್ಕಂತೆ ತಾಂತ್ರಿಕ ಜ್ಞಾನ ಹೊಂದಬೇಕು. ಕೃತಕ ಬುದ್ಧಿಮತ್ತೆ, ಡೇಟಾ ವಿಜ್ಞಾನ ಕ್ಷೇತ್ರಗಳಲ್ಲಿ ಅಪಾರ ಅವಕಾಶಗಳಿವೆ. ಸ್ಟಾರ್ಟ್‌ಅಪ್ ಸಂಸ್ಕೃತಿ ಬೆಳೆಸಿಕೊಂಡು ಉದ್ಯೋಗ ಸೃಷ್ಟಿಸುವವರಾಗಬೇಕು. ಸಂವಹನ ಕೌಶಲ, ತಂಡ ಕೆಲಸ ಮತ್ತು ನಾಯಕತ್ವ ಗುಣಗಳನ್ನು ಬೆಳೆಸಿಕೊಳ್ಳಬೇಕು. ಗ್ರಾಮೀಣ ಭಾಗದ ವಿದ್ಯಾರ್ಥಿಗಳು ಕೀಳರಿಮೆ ಬಿಟ್ಟು ಆತ್ಮವಿಶ್ವಾಸದಿಂದ ಮುನ್ನುಗ್ಗಬೇಕು. ಸರ್ಕಾರದ ಕೌಶಲ್ಯ ಅಭಿವೃದ್ಧಿ ಯೋಜನೆಗಳ ಸದುಪಯೋಗ ಪಡೆದುಕೊಳ್ಳಬೇಕು ಎಂದು ಸಲಹೆ ನೀಡಿದರು. ಕಾರ್ಯಕ್ರಮದಲ್ಲಿ ವಿವಿಧ ಕಂಪನಿಗಳ ಪ್ರತಿನಿಧಿಗಳು, ಪ್ರಾಧ್ಯಾಪಕರು, ವಿದ್ಯಾರ್ಥಿಗಳು ಪಾಲ್ಗೊಂಡಿದ್ದರು.	[710, 378, 915, 553]
lead-dateline: ಬೆಂಗಳೂರು:	[205, 447, 241, 457]
horoscope-sign-name: ಸಿಂಹ	[33, 919, 49, 929]
accused-photo	[750, 1230, 808, 1302]
story-cj-headline: ಕಾನ್ಫಿಡೆಂಟ್ ಗ್ರೂಪ್‌ನ ಸಿ.ಜೆ.ರಾಯ್ ಆತ್ಮಹತ್ಯೆ	[590, 716, 835, 736]
horoscope-sign	[113, 1003, 189, 1087]
story-muttige-headline: ಮುತ್ತಿಗೆ ರಜೆ ಐತಿಹಾಸಿಕ ನಿರ್ಧಾರ: ನಯನಾ	[205, 1047, 372, 1061]
story-gp-box-headline: ಸರ್ಕಾರಕ್ಕೆ ಹೈ ಗಡುವು	[36, 1218, 119, 1232]
story-cj-box-headline: ಕೇರಳದಿಂದ ವಿದೇಶವರೆಗೆ ಸಿ.ಜೆ. ರಾಯ್ ಸಾಮ್ರಾಜ್ಯ	[719, 746, 906, 760]
logo-tagline: ರಾಷ್ಟ್ರ ಜಾಗೃತಿಯ ಹೊಸ ದಿಗಂತ	[88, 70, 149, 77]
person-icon	[381, 465, 445, 539]
story-saulabhya-headline: ಸೌಲಭ್ಯ ನೀಡದಿದ್ದರೆ ಮಾನ್ಯತೆ ರದ್ದು	[818, 1020, 886, 1046]
horoscope-sign-text: ನೆಮ್ಮದಿ ಕಳೆದು ಬೇಸರ ಕಾಡಬಹುದು. ಕುಟುಂಬದಲ್ಲಿ ಸಮಾಧಾನ.	[33, 845, 101, 875]
story-youth	[736, 934, 915, 1016]
story-muttige	[200, 1044, 500, 1128]
horoscope-header	[30, 560, 192, 578]
masthead-date: 31 ಜನವರಿ 2026	[844, 58, 906, 68]
cartoon-bubble-2: ಧ್ವಜ ಏನಾಯಿತು..!?	[608, 138, 672, 159]
kidi-nudi-box	[30, 376, 192, 558]
story-drugs-box-body: ಮೈಸೂರಿನ ಹೆಬ್ಬಾಳ ಕೈಗಾರಿಕಾ ಪ್ರದೇಶದ ಮೇಲಿನ ದಾಳಿ ವೇಳೆ ಮಾದಕವಸ್ತು ಮಾರಾಟ ಆರೋಪ ಸಂಬಂಧ ವಶಕ್ಕೆ ಪಡೆದಿರುವ ಗಣಪತ್ ಲಾಲ್‌ನನ್ನು ರಾಜಸ್ಥಾನಕ್ಕೆ ಕರೆದೊಯ್ಯಲು ಎನ್‌ಸಿಬಿ ಸಿದ್ಧತೆ ನಡೆಸಿದೆ. ನಗರದ ಮೂರನೇ ಜೆಎಂಎಫ್‌ಸಿ ನ್ಯಾಯಾಲಯದಿಂದ ಟ್ರಾನ್ಸಿಟ್ ವಾರಂಟ್ ಪಡೆದಿದೆ. ಗಣಪತ್ ಲಾಲ್ ರಾಜಸ್ಥಾನದಲ್ಲಿ ಬಂಧನಕ್ಕೊಳಗಾಗಿರುವ ಮಹೇಂದ್ರ ಬಿಷ್ಣೋಯಿ ಎಂಬಾತನ ಸಂಬಂಧಿಯಾಗಿದ್ದಾನೆ.	[177, 152, 433, 196]
horoscope-sign-text: ಭಾವನೆಗಳ ಮೇಲೆ ನಿಯಂತ್ರಣ ಅಗತ್ಯ. ಮನೆಯಲ್ಲಿ ಸಂತಸದ ವಾತಾವರಣ.	[113, 1013, 183, 1043]
horoscope-sign-text: ಹೊಸ ಉದ್ಯೋಗ ಅವಕಾಶ. ಹಣಕಾಸು ಒತ್ತಡ ನಿವಾರಣೆ. ಆರೋಗ್ಯ ಉತ್ತಮ.	[33, 1013, 99, 1043]
story-nda-box-headline: ಅಕೆಟ್ಟೆ ಗೇಟು ಬದಲಾವಣೆಗೆ ಹಣ ಹಿಂಪಡೆದ ಸರ್ಕಾರ	[367, 744, 488, 772]
cartoon-arrow-icon: ›››	[686, 86, 701, 100]
color-registration-marks	[590, 1440, 638, 1459]
story-cj-box-body: ಕೇರಳ ಮೂಲದ ರಾಯ್ ಅವರು ಬೆಂಗಳೂರಿನಲ್ಲಿ ಉದ್ಯಮ ಆರಂಭಿಸಿ ದುಬೈ, ಯುಕೆ ಸೇರಿ ಹಲವು ದೇಶಗಳಲ್ಲಿ ವಹಿವಾಟು ವಿಸ್ತರಿಸಿದ್ದರು. ಚಲನಚಿತ್ರ ನಿರ್ಮಾಣ, ಹೋಟೆಲ್ ಉದ್ಯಮದಲ್ಲೂ ಹೆಸರು ಮಾಡಿದ್ದರು. 201 ಐಷಾರಾಮಿ ಕಾರುಗಳ ಸಂಗ್ರಹ ಹೊಂದಿದ್ದರು.	[719, 765, 910, 812]
page-number: ೦೪	[156, 66, 177, 87]
horoscope-sign	[113, 919, 189, 1003]
story-tobacco-headline: ತಂಬಾಕು ಜಾಹೀರಾತು ತೆಗೆಯಲು ಸೂಚನೆ	[760, 94, 895, 124]
kidi-nudi-title: ಕಿಡಿ ನುಡಿ	[86, 379, 132, 397]
section-title: ಕರ್ನಾಟಕ	[460, 38, 584, 84]
story-gramaswaraj-body: ಮಹಾತ್ಮ ಗಾಂಧೀಜಿಯವರ ಗ್ರಾಮ ಸ್ವರಾಜ್ಯ ಕಲ್ಪನೆ ಇಂದಿಗೂ ಪ್ರಸ್ತುತ. ಹಳ್ಳಿಗಳು ಸ್ವಾವಲಂಬಿಯಾದರೆ ದೇಶ ಸದೃಢವಾಗುತ್ತದೆ ಎಂದು ಅವರು ನಂಬಿದ್ದರು. ಅಹಿಂಸೆ, ಸತ್ಯ ಮತ್ತು ಸರಳತೆಯ ತತ್ವಗಳನ್ನು ಜೀವನದಲ್ಲಿ ಅಳವಡಿಸಿಕೊಂಡಿದ್ದರು. ಗಾಂಧೀಜಿಯವರ ಹುತಾತ್ಮ ದಿನದ ಅಂಗವಾಗಿ ಆಯೋಜಿಸಿದ್ದ ಕಾರ್ಯಕ್ರಮದಲ್ಲಿ ಗಣ್ಯರು ನುಡಿನಮನ ಸಲ್ಲಿಸಿದರು. ಖಾದಿ ಮತ್ತು ಗ್ರಾಮೋದ್ಯೋಗ ಉತ್ತೇಜನಕ್ಕೆ ಒತ್ತು ನೀಡಬೇಕು ಎಂದರು.	[294, 1168, 610, 1228]
color-registration-marks	[90, 1440, 138, 1459]
story-drugs-sub1-headline: ಮೈಸೂರಿನ ಡ್ರಗ್ಸ್ ರಾಜಸ್ಥಾನದಲ್ಲಿ ಮಾರಾಟ	[187, 226, 287, 256]
lead-body-2: ರಾಜ್ಯವು 2024-25ರಲ್ಲಿ ಕೇಂದ್ರಕ್ಕೆ ಸುಮಾರು 4.5 ಲಕ್ಷ ಕೋಟಿ ರೂ. ತೆರಿಗೆ ಪಾವತಿಸಿದೆ. ಆದರೆ ರಾಜ್ಯಕ್ಕೆ ಹಿಂತಿರುಗಿ ಬರುವುದು ಕೇವಲ 15 ಪೈಸೆ ಮಾತ್ರ. ಕಲ್ಯಾಣ ಕರ್ನಾಟಕ ಅಭಿವೃದ್ಧಿಗೆ ವಿಶೇಷ ಅನುದಾನ ಬೇಕು. ಕೇಂದ್ರದ ಸೆಸ್ ಹಾಗೂ ಸರ್ಚಾರ್ಜ್ ಪಾಲನ್ನು ಶೇ.10ಕ್ಕೆ ಮಿತಿಗೊಳಿಸಬೇಕು ಎಂದು ಒತ್ತಾಯಿಸಿದರು.	[544, 553, 700, 626]
story-gramaswaraj-headline: ಗ್ರಾಮಸ್ವರಾಜ್ಯ ಕಲ್ಪನೆಗೆ ಶಕ್ತಿ ತುಂಬಿದ ಮಹಾತ್ಮ	[347, 1146, 557, 1162]
quote-icon: ❝	[378, 550, 396, 582]
kidi-nudi-body: ಪ್ರಾಣಿಗಳ ಮಾತು ಬಲ್ಲ, ಅಘಟಕಗಳಲ್ಲಿ ಕಡಬಬಿದ್ದಿರುವ ಮಾನ್ಯರ ಬಗ್ಗೆ ನಿಮಗೆಲ್ಲ ಗೊತ್ತು. – ಪ್ರಾಣಿಗಳಿಗೆ ಭೂಮಿಗೆ ಕಪ್ಪೆ ಕೂಗುತ್ತಿರುವ ಕತೆ ಮಾತ್ರ ಹೊಸ ಮಾತು. ಹೀಗಿದ್ದಲ್ಲಿ ಕಪ್ಪೆಗಳು ಹಾಡಿ ಕುಣಿದು ಮತ್ತು ಮಳೆಗಾಗಿ ಎದುರು ನೋಡುತ್ತಿವೆ.	[32, 433, 190, 475]
lead-quote-by: ಸಿದ್ದರಾಮಯ್ಯ, ಸಿಎಂ	[448, 646, 502, 655]
horoscope-sign-name: ಕನ್ಯಾ	[33, 1003, 47, 1013]
story-cars-headline: ಹತ್ತಾರು ಐಷಾರಾಮಿ ಕಾರುಗಳು	[564, 934, 678, 948]
masthead	[30, 36, 910, 86]
gulika: ಗುಳಿಕಕಾಲ: 6.00-7.30	[38, 1106, 114, 1115]
